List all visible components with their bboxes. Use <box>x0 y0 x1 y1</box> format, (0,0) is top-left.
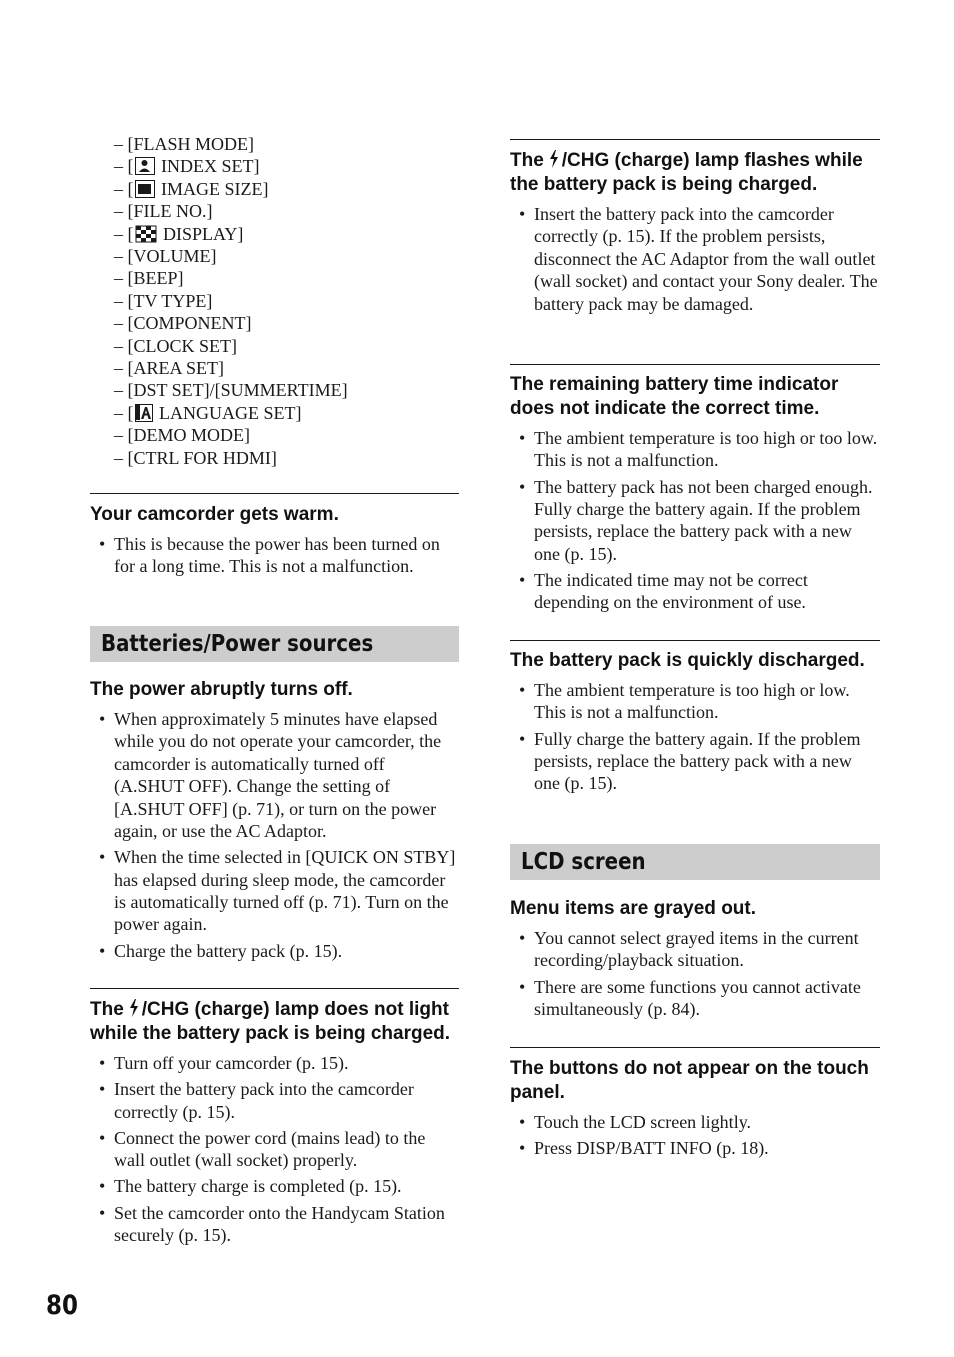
buttons-bullets <box>510 1111 880 1160</box>
bullet-item: • Insert the battery pack into the camcorder correctly (p. 15). If the problem persists, disconnect the AC Adaptor from the wall outlet (wall socket) and contact your Sony dealer. The battery pack may be damaged. <box>510 203 880 315</box>
menu-item: – [CTRL FOR HDMI] <box>114 447 277 468</box>
menu-item: – [FILE NO.] <box>114 201 213 222</box>
menu-item: – [ DISPLAY] <box>114 223 244 244</box>
language-icon <box>135 404 153 422</box>
power-off-heading: The power abruptly turns off. <box>90 679 353 700</box>
menu-item: – [BEEP] <box>114 268 184 289</box>
menu-item: – [COMPONENT] <box>114 313 252 334</box>
power-off-bullets <box>90 708 459 962</box>
lamp-flashes-heading: The /CHG (charge) lamp flashes while the battery pack is being charged. <box>510 150 863 195</box>
warm-section <box>90 493 459 582</box>
grayed-section <box>510 897 880 1024</box>
menu-item: – [CLOCK SET] <box>114 335 237 356</box>
bullet-item: • Touch the LCD screen lightly. <box>510 1111 880 1133</box>
discharged-bullets <box>510 679 880 795</box>
bullet-item: • The indicated time may not be correct depending on the environment of use. <box>510 569 880 614</box>
lamp-not-light-bullets <box>90 1052 459 1246</box>
menu-item: – [FLASH MODE] <box>114 134 255 154</box>
bullet-item: • This is because the power has been turned on for a long time. This is not a malfunction. <box>90 533 459 578</box>
grayed-bullets <box>510 927 880 1020</box>
bullet-item: • You cannot select grayed items in the current recording/playback situation. <box>510 927 880 972</box>
charge-bolt-icon <box>548 150 560 168</box>
discharged-section <box>510 640 880 799</box>
bullet-item: • When approximately 5 minutes have elapsed while you do not operate your camcorder, the camcorder is automatically turned off (A.SHUT OFF). Change the setting of [A.SHUT OFF] (p. 71), or turn on the power again, or use the AC Adaptor. <box>90 708 459 842</box>
menu-item: – [ INDEX SET] <box>114 156 260 177</box>
power-off-section <box>90 678 459 966</box>
bullet-item: • When the time selected in [QUICK ON STBY] has elapsed during sleep mode, the camcorder is automatically turned off (p. 71). Turn on the power again. <box>90 846 459 936</box>
person-index-icon <box>135 157 155 175</box>
bullet-item: • Charge the battery pack (p. 15). <box>90 940 459 962</box>
lamp-not-light-section <box>90 988 459 1250</box>
bullet-item: • Fully charge the battery again. If the problem persists, replace the battery pack with a new one (p. 15). <box>510 728 880 795</box>
menu-item: – [DST SET]/[SUMMERTIME] <box>114 380 348 401</box>
lamp-flashes-bullets <box>510 203 880 315</box>
section-title: LCD screen <box>521 849 646 875</box>
lamp-flashes-section <box>510 139 880 319</box>
section-band-batteries <box>90 626 459 662</box>
remaining-section <box>510 364 880 618</box>
grayed-heading: Menu items are grayed out. <box>510 898 757 919</box>
checker-display-icon <box>135 225 157 243</box>
bullet-item: • Insert the battery pack into the camcorder correctly (p. 15). <box>90 1078 459 1123</box>
warm-heading: Your camcorder gets warm. <box>90 504 339 525</box>
menu-item-list <box>114 133 348 469</box>
bullet-item: • The ambient temperature is too high or too low. This is not a malfunction. <box>510 427 880 472</box>
bullet-item: • The ambient temperature is too high or low. This is not a malfunction. <box>510 679 880 724</box>
bullet-item: • Connect the power cord (mains lead) to the wall outlet (wall socket) properly. <box>90 1127 459 1172</box>
bullet-item: • Turn off your camcorder (p. 15). <box>90 1052 459 1074</box>
bullet-item: • The battery charge is completed (p. 15). <box>90 1175 459 1197</box>
remaining-heading: The remaining battery time indicator does not indicate the correct time. <box>510 374 839 419</box>
discharged-heading: The battery pack is quickly discharged. <box>510 650 865 671</box>
buttons-heading: The buttons do not appear on the touch panel. <box>510 1058 869 1103</box>
charge-bolt-icon <box>128 999 140 1017</box>
image-size-icon <box>135 180 155 198</box>
menu-item: – [ IMAGE SIZE] <box>114 178 269 199</box>
bullet-item: • Press DISP/BATT INFO (p. 18). <box>510 1137 880 1159</box>
menu-item: – [ LANGUAGE SET] <box>114 402 302 423</box>
bullet-item: • The battery pack has not been charged enough. Fully charge the battery again. If the problem persists, replace the battery pack with a new one (p. 15). <box>510 476 880 566</box>
section-title: Batteries/Power sources <box>101 631 374 657</box>
page-number: 80 <box>46 1290 78 1321</box>
buttons-section <box>510 1047 880 1163</box>
warm-bullets <box>90 533 459 578</box>
remaining-bullets <box>510 427 880 614</box>
menu-item: – [VOLUME] <box>114 246 217 267</box>
menu-item: – [TV TYPE] <box>114 290 213 311</box>
section-band-lcd <box>510 844 880 880</box>
lamp-not-light-heading: The /CHG (charge) lamp does not light while the battery pack is being charged. <box>90 999 451 1044</box>
menu-item: – [DEMO MODE] <box>114 425 250 446</box>
menu-item: – [AREA SET] <box>114 358 224 379</box>
bullet-item: • Set the camcorder onto the Handycam Station securely (p. 15). <box>90 1202 459 1247</box>
bullet-item: • There are some functions you cannot activate simultaneously (p. 84). <box>510 976 880 1021</box>
